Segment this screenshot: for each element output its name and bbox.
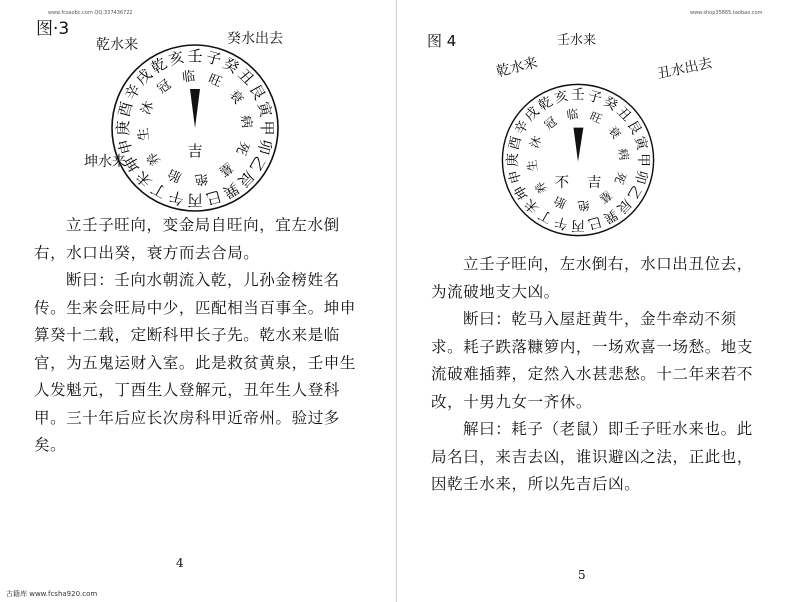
- footer-watermark: 古籍库 www.fcsha920.com: [6, 590, 98, 598]
- paragraph: 断曰：乾马入屋赶黄牛，金牛牵动不须求。耗子跌落糠箩内，一场欢喜一场愁。地支流破难插葬，定然入水甚悲愁。十二年来若不改，十男九女一齐休。: [431, 310, 754, 411]
- inner-ring-char: 绝: [193, 170, 209, 187]
- outer-ring-char: 申: [114, 137, 137, 157]
- direction-label-bottom-left: 坤水来: [84, 154, 126, 170]
- outer-ring-char: 卯: [631, 168, 651, 186]
- inner-ring-char: 沐: [138, 99, 158, 117]
- outer-ring-char: 未: [521, 195, 543, 217]
- outer-ring-char: 子: [586, 87, 604, 107]
- outer-ring-char: 寅: [631, 134, 651, 152]
- outer-ring-char: 午: [166, 186, 186, 209]
- inner-ring-char: 临: [565, 106, 580, 123]
- paragraph: 断曰：壬向水朝流入乾，儿孙金榜姓名传。生来会旺局中少，匹配相当百事全。坤申算癸十二载，定断科甲长子先。乾水来是临官，为五鬼运财入室。此是救贫黄泉，壬申生人发魁元，丁酉生人登解元，丑年生人登科甲。三十年后应长次房科甲近帝州。验过多矣。: [34, 271, 357, 454]
- inner-ring-char: 衰: [605, 123, 624, 142]
- inner-ring-char: 旺: [206, 71, 224, 91]
- outer-ring-char: 戌: [521, 103, 543, 125]
- compass-diagram: [488, 70, 668, 250]
- outer-ring-char: 庚: [505, 153, 522, 167]
- outer-ring-char: 申: [505, 168, 525, 186]
- left-page: [0, 0, 396, 602]
- outer-ring-char: 丁: [147, 178, 171, 202]
- outer-ring-char: 辰: [234, 167, 258, 191]
- inner-ring-char: 旺: [587, 109, 605, 127]
- inner-ring-char: 养: [532, 178, 551, 197]
- direction-label-top-right: 癸水出去: [227, 31, 283, 47]
- outer-ring-char: 坤: [121, 152, 145, 176]
- inner-ring-char: 胎: [166, 165, 184, 185]
- inner-ring-char: 养: [144, 148, 165, 169]
- outer-ring-char: 乙: [245, 152, 269, 176]
- outer-ring-char: 艮: [245, 80, 269, 104]
- inner-ring-char: 生: [524, 158, 541, 173]
- inner-ring-char: 冠: [541, 114, 560, 133]
- outer-ring-char: 甲: [634, 153, 651, 167]
- page-number: 4: [176, 556, 184, 570]
- outer-ring-char: 巽: [600, 205, 621, 227]
- direction-label-top-left: 乾水来: [494, 54, 540, 81]
- outer-ring-char: 乙: [623, 182, 645, 203]
- header-watermark-right: www.shop35865.taobao.com: [690, 10, 763, 16]
- outer-ring-char: 乾: [147, 54, 171, 78]
- inner-ring-char: 病: [615, 147, 632, 162]
- figure-label: 图 4: [427, 32, 457, 50]
- outer-ring-char: 丁: [535, 205, 556, 227]
- paragraph: 解曰：耗子（老鼠）即壬子旺水来也。此局名曰，来吉去凶，谁识避凶之法，正此也，因乾壬水来，所以先吉后凶。: [431, 420, 754, 493]
- center-char-right: 吉: [586, 175, 602, 192]
- inner-ring-char: 临: [181, 69, 197, 86]
- outer-ring-char: 午: [552, 213, 570, 233]
- paragraph: 立壬子旺向，左水倒右，水口出丑位去，为流破地支大凶。: [431, 255, 753, 301]
- inner-ring-char: 沐: [527, 133, 545, 151]
- outer-ring-char: 辛: [121, 80, 145, 104]
- outer-ring-char: 癸: [600, 93, 621, 115]
- outer-ring-char: 乾: [535, 93, 556, 115]
- header-watermark-left: www.fcsaobc.com QQ:337436722: [48, 10, 133, 16]
- outer-ring-char: 亥: [552, 87, 570, 107]
- inner-ring-char: 墓: [215, 158, 236, 179]
- center-char-left: 不: [554, 175, 570, 192]
- outer-ring-char: 辰: [613, 195, 635, 217]
- paragraph: 立壬子旺向，变金局自旺向，宜左水倒右，水口出癸，衰方而去合局。: [34, 216, 340, 262]
- direction-label-top-right: 丑水出去: [655, 55, 714, 83]
- inner-ring-char: 死: [232, 139, 252, 157]
- inner-ring-char: 冠: [154, 77, 175, 98]
- outer-ring-char: 坤: [511, 182, 533, 203]
- needle-pointer: [190, 89, 200, 128]
- outer-ring-char: 艮: [623, 117, 645, 138]
- outer-ring-char: 丙: [571, 216, 585, 233]
- inner-ring: [135, 68, 254, 187]
- outer-ring-char: 丙: [187, 191, 203, 209]
- inner-ring-char: 绝: [576, 197, 591, 214]
- outer-ring-char: 酉: [114, 99, 137, 119]
- inner-ring-char: 墓: [596, 187, 615, 206]
- outer-ring-char: 酉: [505, 134, 525, 152]
- inner-ring-char: 死: [611, 169, 629, 187]
- inner-ring-char: 衰: [225, 87, 246, 108]
- outer-ring-char: 丑: [234, 65, 258, 89]
- outer-ring-char: 辛: [511, 117, 533, 138]
- outer-ring-char: 亥: [166, 47, 186, 70]
- inner-ring-char: 胎: [551, 193, 569, 211]
- direction-label-top-center: 壬水来: [557, 33, 597, 48]
- inner-ring-char: 病: [237, 114, 254, 130]
- outer-ring-char: 未: [132, 167, 156, 191]
- outer-ring-char: 寅: [253, 99, 276, 119]
- outer-ring-char: 甲: [258, 120, 276, 136]
- right-body-text: [431, 251, 753, 499]
- outer-ring-char: 卯: [253, 137, 276, 157]
- outer-ring-char: 巽: [219, 178, 243, 202]
- outer-ring-char: 庚: [114, 120, 132, 136]
- direction-label-top-left: 乾水来: [96, 37, 138, 53]
- outer-ring-char: 丑: [613, 103, 635, 125]
- inner-ring-char: 生: [136, 126, 153, 142]
- outer-ring-char: 癸: [219, 54, 243, 78]
- outer-ring-char: 壬: [571, 87, 585, 104]
- left-body-text: [34, 212, 356, 460]
- needle-pointer: [574, 128, 584, 162]
- center-char: 吉: [187, 142, 203, 160]
- outer-ring-char: 戌: [132, 65, 156, 89]
- figure-label: 图·3: [36, 19, 70, 39]
- compass-diagram: [95, 28, 295, 228]
- page-number: 5: [578, 568, 586, 582]
- outer-ring-char: 子: [204, 47, 224, 70]
- outer-ring-char: 巳: [204, 186, 224, 209]
- right-page: [397, 0, 793, 602]
- outer-ring-char: 壬: [187, 47, 203, 65]
- outer-ring-char: 巳: [586, 213, 604, 233]
